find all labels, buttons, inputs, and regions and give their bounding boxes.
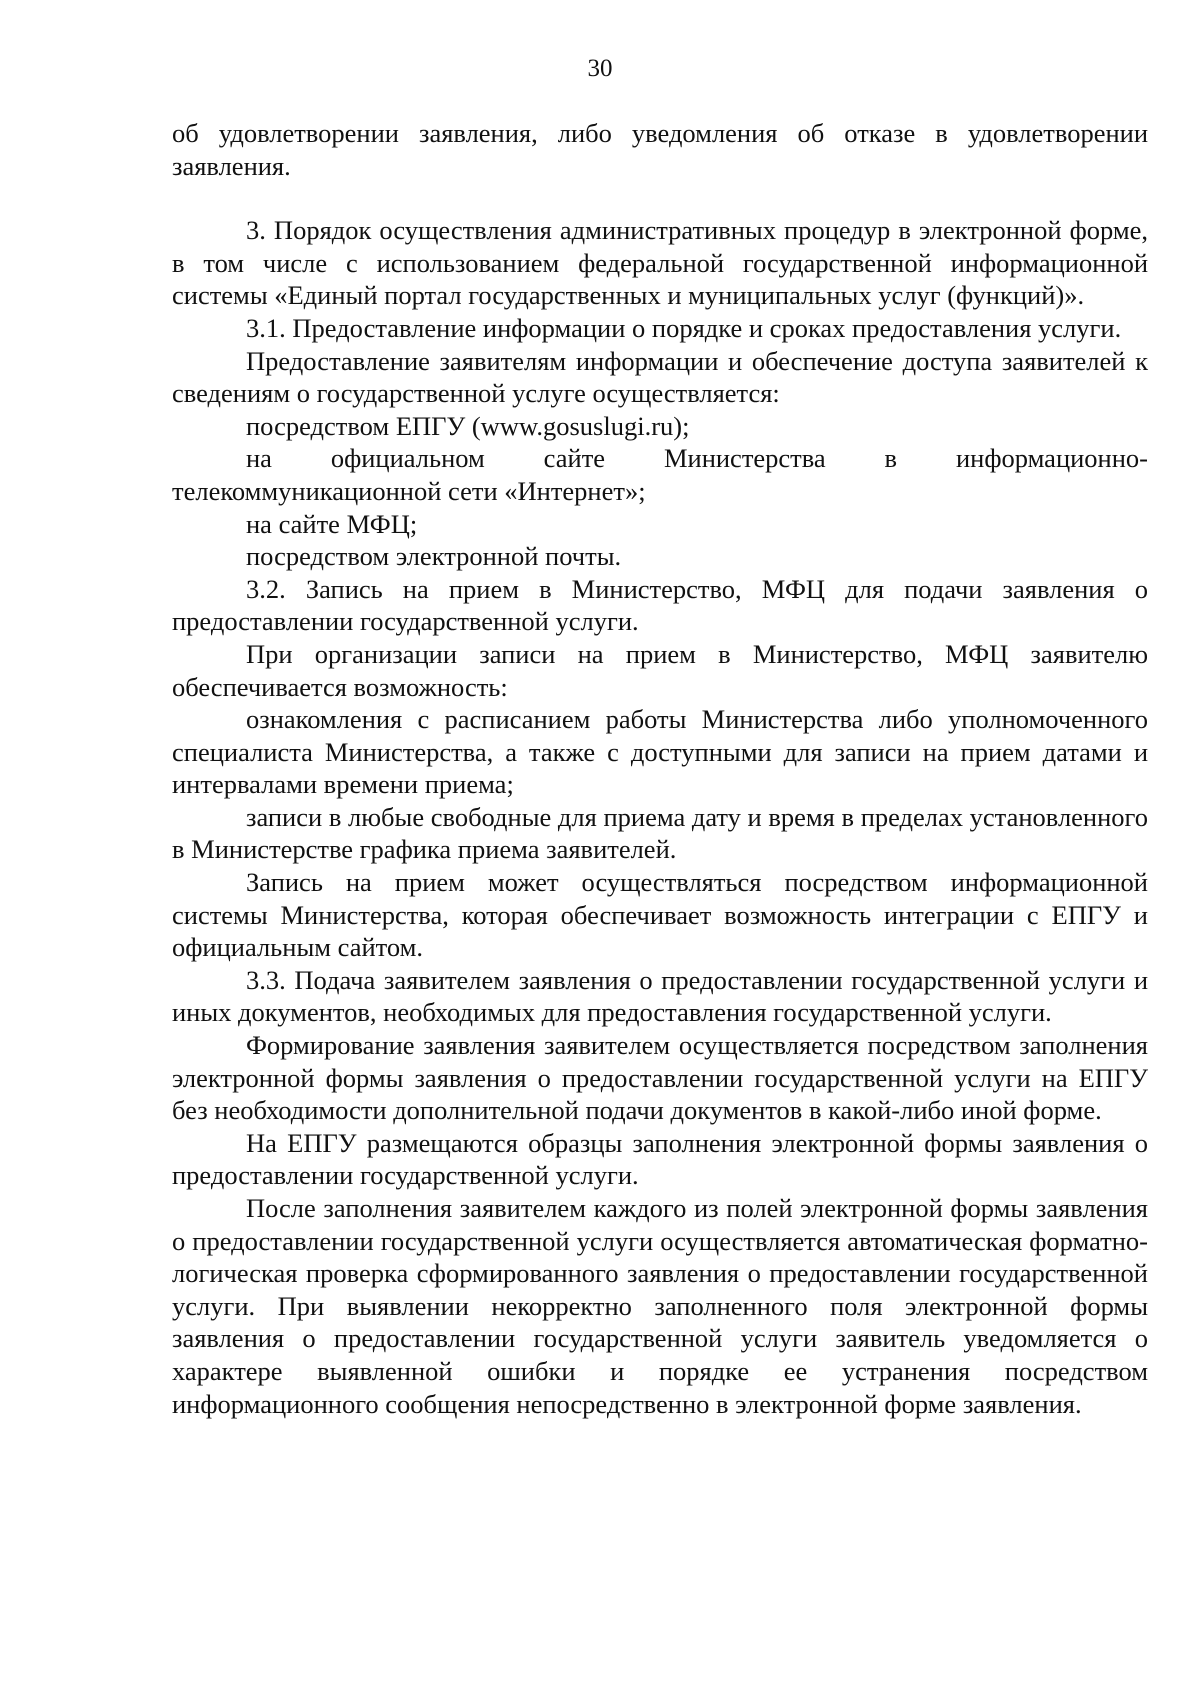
- paragraph: Запись на прием может осуществляться посредством информационной системы Министерства, которая обеспечивает возможность интеграции с ЕПГУ и официальным сайтом.: [172, 867, 1148, 963]
- subsection-heading-3-1: 3.1. Предоставление информации о порядке и сроках предоставления услуги.: [246, 312, 1122, 343]
- section-heading-3: 3. Порядок осуществления административных процедур в электронной форме, в том числе с использованием федеральной государственной информационной системы «Единый портал государственных и муниципальных услуг (функций)».: [172, 215, 1148, 311]
- paragraph: Предоставление заявителям информации и обеспечение доступа заявителей к сведениям о государственной услуге осуществляется:: [172, 345, 1148, 409]
- list-item: на сайте МФЦ;: [246, 508, 418, 539]
- document-body: [172, 117, 1148, 1420]
- paragraph: После заполнения заявителем каждого из полей электронной формы заявления о предоставлении государственной услуги осуществляется автоматическая форматно-логическая проверка сформированного заявления о предоставлении государственной услуги. При выявлении некорректно заполненного поля электронной формы заявления о предоставлении государственной услуги заявитель уведомляется о характере выявленной ошибки и порядке ее устранения посредством информационного сообщения непосредственно в электронной форме заявления.: [172, 1193, 1148, 1419]
- paragraph-gap: [172, 182, 1148, 214]
- paragraph: На ЕПГУ размещаются образцы заполнения электронной формы заявления о предоставлении государственной услуги.: [172, 1127, 1148, 1191]
- list-item: посредством ЕПГУ (www.gosuslugi.ru);: [246, 410, 690, 441]
- subsection-heading-3-2: 3.2. Запись на прием в Министерство, МФЦ для подачи заявления о предоставлении государственной услуги.: [172, 573, 1148, 637]
- paragraph: При организации записи на прием в Министерство, МФЦ заявителю обеспечивается возможность:: [172, 638, 1148, 702]
- paragraph-continuation: об удовлетворении заявления, либо уведомления об отказе в удовлетворении заявления.: [172, 118, 1148, 181]
- list-item: записи в любые свободные для приема дату и время в пределах установленного в Министерстве графика приема заявителей.: [172, 801, 1148, 865]
- list-item: на официальном сайте Министерства в информационно-телекоммуникационной сети «Интернет»;: [172, 443, 1148, 506]
- paragraph: Формирование заявления заявителем осуществляется посредством заполнения электронной формы заявления о предоставлении государственной услуги на ЕПГУ без необходимости дополнительной подачи документов в какой-либо иной форме.: [172, 1030, 1148, 1126]
- list-item: посредством электронной почты.: [246, 541, 622, 572]
- subsection-heading-3-3: 3.3. Подача заявителем заявления о предоставлении государственной услуги и иных документов, необходимых для предоставления государственной услуги.: [172, 964, 1148, 1028]
- list-item: ознакомления с расписанием работы Министерства либо уполномоченного специалиста Министерства, а также с доступными для записи на прием датами и интервалами времени приема;: [172, 704, 1148, 800]
- page-number: 30: [587, 55, 613, 82]
